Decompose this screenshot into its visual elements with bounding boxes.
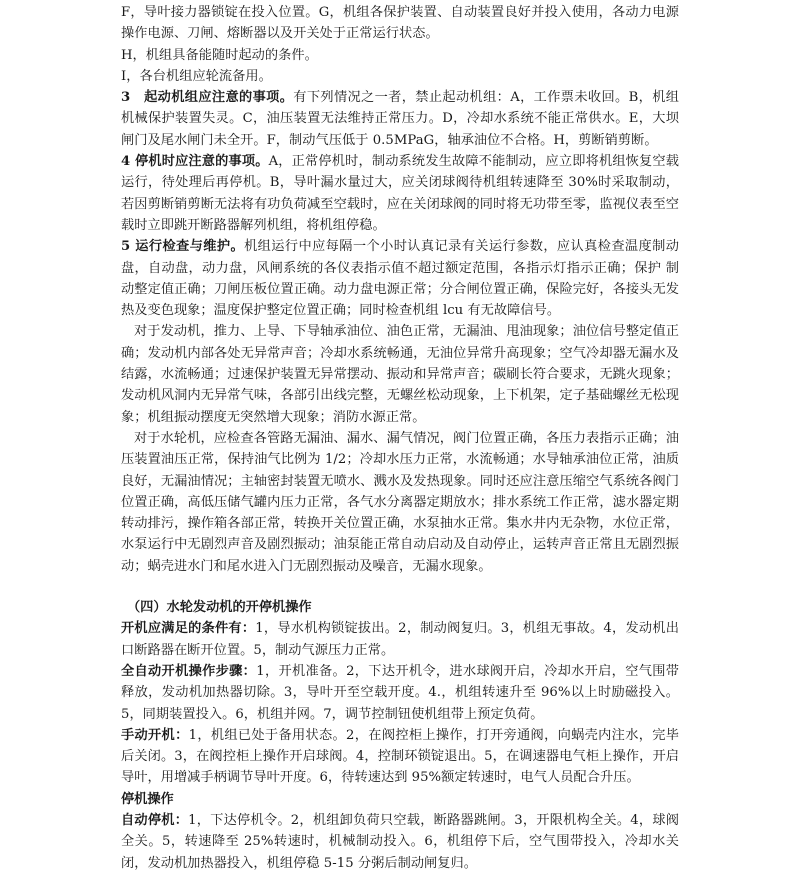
paragraph-manual-start [121,725,679,789]
item-5-body: 机组运行中应每隔一个小时认真记录有关运行参数，应认真检查温度制动盘，自动盘，动力盘，风闸系统的各仪表指示值不超过额定范围，各指示灯指示正确；保护 制动整定值正确；刀闸压板位置正确。动力盘电源正常；分合闸位置正确，保险完好，各接头无发热及变色现象；温度保护整定位置正确；同时检查机组 lcu 有无故障信号。 [121,239,679,319]
item-3-body: 有下列情况之一者，禁止起动机组：A，工作票未收回。B，机组机械保护装置失灵。C，油压装置无法维持正常压力。D，冷却水系统不能正常供水。E，大坝闸门及尾水闸门未全开。F，制动气压低于 0.5MPaG，轴承油位不合格。H，剪断销剪断。 [121,90,679,148]
paragraph-start-conditions [121,618,679,661]
manual-start-label: 手动开机： [121,727,189,743]
stop-operation-heading: 停机操作 [121,791,174,807]
item-3-title: 3 起动机组应注意的事项。 [121,90,294,106]
paragraph-item-4 [121,151,679,236]
paragraph-generator-check: 对于发动机，推力、上导、下导轴承油位、油色正常，无漏油、甩油现象；油位信号整定值正确；发动机内部各处无异常声音；冷却水系统畅通，无油位异常升高现象；空气冷却器无漏水及结露，水流畅通；过速保护装置无异常摆动、振动和异常声音；碳刷长符合要求，无跳火现象；发动机风洞内无异常气味，各部引出线完整，无螺丝松动现象，上下机架，定子基础螺丝无松现象；机组振动摆度无突然增大现象；消防水源正常。 [121,324,679,425]
auto-stop-label: 自动停机： [121,812,189,828]
auto-start-body: 1，开机准备。2，下达开机令，进水球阀开启，冷却水开启，空气围带释放，发动机加热器切除。3，导叶开至空载开度。4.，机组转速升至 96%以上时励磁投入。5，同期装置投入。6，机组并网。7，调节控制钮使机组带上预定负荷。 [121,663,679,722]
start-conditions-body: 1，导水机构锁锭拔出。2，制动阀复归。3，机组无事故。4，发动机出口断路器在断开位置。5，制动气源压力正常。 [121,621,679,658]
auto-start-label: 全自动开机操作步骤： [121,663,257,679]
manual-start-body: 1，机组已处于备用状态。2，在阀控柜上操作，打开旁通阀，向蜗壳内注水，完毕后关闭。3，在阀控柜上操作开启球阀。4，控制环锁锭退出。5，在调速器电气柜上操作，开启导叶，用增减手柄调节导叶开度。6，待转速达到 95%额定转速时，电气人员配合升压。 [121,727,679,786]
paragraph-item-f-g: F，导叶接力器锁锭在投入位置。G，机组各保护装置、自动装置良好并投入使用，各动力电源操作电源、刀闸、熔断器以及开关处于正常运行状态。 [121,5,679,42]
item-4-body: A，正常停机时，制动系统发生故障不能制动，应立即将机组恢复空载运行，待处理后再停机。B，导叶漏水量过大，应关闭球阀待机组转速降至 30%时采取制动，若因剪断销剪断无法将有功负荷减至空载时，应在关闭球阀的同时将无功带至零，监视仪表至空载时立即跳开断路器解列机组，将机组停稳。 [121,154,679,233]
section-4-heading: （四）水轮发动机的开停机操作 [127,600,312,616]
paragraph-item-5 [121,236,679,321]
paragraph-item-3 [121,87,679,151]
start-conditions-label: 开机应满足的条件有： [121,621,256,637]
item-4-title: 4 停机时应注意的事项。 [121,154,269,170]
paragraph-auto-start [121,661,679,725]
paragraph-auto-stop [121,810,679,874]
paragraph-turbine-check: 对于水轮机，应检查各管路无漏油、漏水、漏气情况，阀门位置正确，各压力表指示正确；油压装置油压正常，保持油气比例为 1/2；冷却水压力正常，水流畅通；水导轴承油位正常，油质良好，无漏油情况；主轴密封装置无喷水、溅水及发热现象。同时还应注意压缩空气系统各阀门位置正确，高低压储气罐内压力正常，各气水分离器定期放水；排水系统工作正常，滤水器定期转动排污，操作箱各部正常，转换开关位置正确，水泵抽水正常。集水井内无杂物，水位正常，水泵运行中无剧烈声音及剧烈振动；油泵能正常自动启动及自动停止，运转声音正常且无剧烈振动；蜗壳进水门和尾水进入门无剧烈振动及噪音，无漏水现象。 [121,430,679,574]
auto-stop-body: 1，下达停机令。2，机组卸负荷只空载，断路器跳闸。3，开限机构全关。4，球阀全关。5，转速降至 25%转速时，机械制动投入。6，机组停下后，空气围带投入，冷却水关闭，发动机加热器投入，机组停稳 5-15 分粥后制动闸复归。 [121,812,679,871]
item-5-title: 5 运行检查与维护。 [121,239,245,255]
paragraph-item-h: H，机组具备能随时起动的条件。 [121,47,318,63]
document-page [121,2,679,874]
paragraph-item-i: I，各台机组应轮流备用。 [121,68,272,84]
